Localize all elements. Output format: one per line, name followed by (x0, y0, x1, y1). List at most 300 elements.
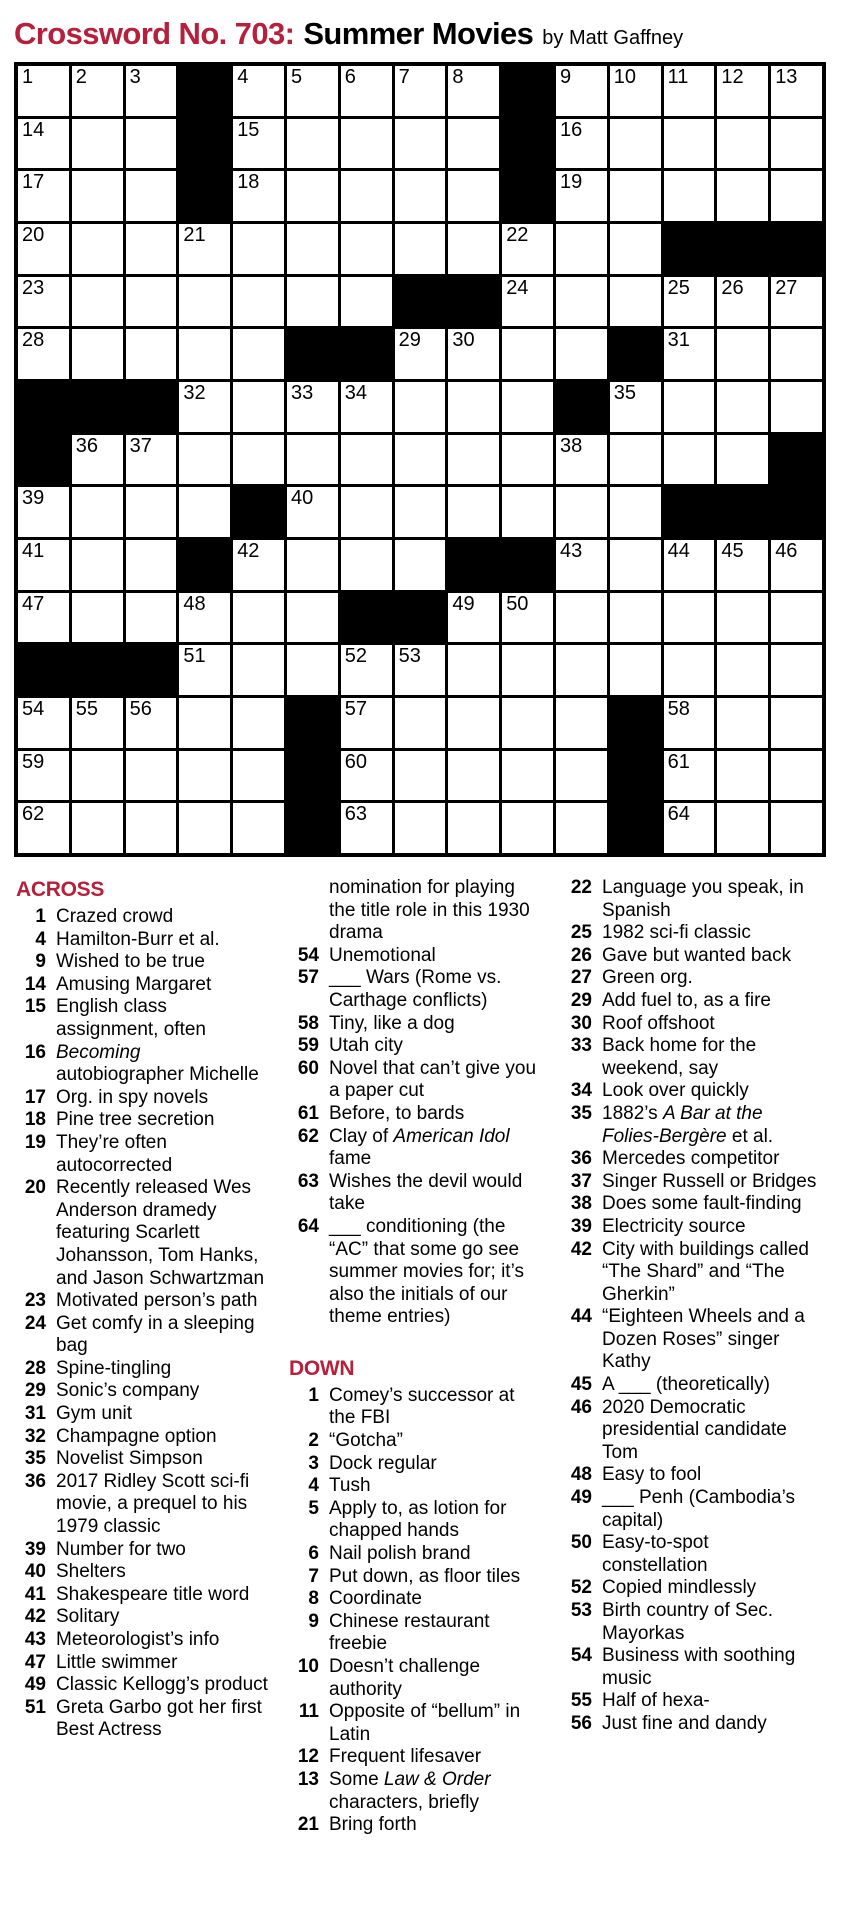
grid-cell[interactable] (448, 751, 499, 801)
clue-text: Wishes the devil would take (329, 1170, 523, 1215)
grid-cell[interactable] (395, 171, 446, 221)
clue-item (14, 1629, 273, 1652)
grid-cell[interactable] (126, 277, 177, 327)
grid-cell[interactable] (448, 645, 499, 695)
grid-cell[interactable] (448, 698, 499, 748)
grid-cell[interactable] (448, 119, 499, 169)
grid-cell[interactable] (72, 66, 123, 116)
clue-number: 30 (570, 1012, 592, 1034)
clue-number: 46 (570, 1396, 592, 1418)
grid-cell[interactable] (717, 435, 768, 485)
grid-cell[interactable] (18, 803, 69, 853)
grid-cell[interactable] (556, 803, 607, 853)
clue-text: Add fuel to, as a fire (602, 989, 771, 1011)
grid-cell[interactable] (395, 382, 446, 432)
grid-cell[interactable] (717, 645, 768, 695)
grid-cell[interactable] (556, 435, 607, 485)
grid-cell[interactable] (556, 593, 607, 643)
grid-cell[interactable] (610, 593, 661, 643)
grid-cell-black (610, 803, 661, 853)
grid-cell[interactable] (341, 645, 392, 695)
clue-text: Recently released Wes Anderson dramedy featuring Scarlett Johansson, Tom Hanks, and Jason Schwartzman (56, 1177, 265, 1289)
grid-cell[interactable] (287, 593, 338, 643)
clue-item (560, 922, 819, 945)
clue-number: 29 (24, 1380, 46, 1402)
clue-text: Bring forth (329, 1814, 417, 1836)
grid-cell[interactable] (341, 435, 392, 485)
cell-number: 40 (290, 487, 314, 510)
grid-cell[interactable] (664, 593, 715, 643)
clue-item (560, 1713, 819, 1736)
grid-cell[interactable] (771, 171, 822, 221)
clue-number: 38 (570, 1193, 592, 1215)
grid-cell[interactable] (18, 698, 69, 748)
grid-cell[interactable] (126, 171, 177, 221)
clue-text: Opposite of “bellum” in Latin (329, 1701, 521, 1745)
cell-number: 43 (559, 540, 583, 562)
grid-cell[interactable] (72, 224, 123, 274)
grid-cell[interactable] (233, 803, 284, 853)
grid-cell[interactable] (395, 698, 446, 748)
grid-cell[interactable] (664, 540, 715, 590)
clue-number (287, 877, 319, 945)
grid-cell[interactable] (556, 329, 607, 379)
grid-cell[interactable] (18, 224, 69, 274)
grid-cell[interactable] (717, 803, 768, 853)
grid-cell[interactable] (502, 751, 553, 801)
clue-text: Copied mindlessly (602, 1577, 757, 1599)
grid-cell[interactable] (341, 751, 392, 801)
grid-cell[interactable] (664, 119, 715, 169)
clue-number: 35 (24, 1448, 46, 1470)
grid-cell[interactable] (341, 277, 392, 327)
grid-cell[interactable] (664, 803, 715, 853)
grid-cell[interactable] (610, 435, 661, 485)
grid-cell[interactable] (664, 382, 715, 432)
cell-number: 18 (237, 171, 260, 194)
clue-number: 4 (308, 1475, 319, 1497)
clue-item (560, 1464, 819, 1487)
clue-item (287, 1453, 546, 1476)
clue-item (14, 1674, 273, 1697)
grid-cell[interactable] (341, 66, 392, 116)
cell-number: 59 (22, 750, 45, 773)
grid-cell[interactable] (72, 435, 123, 485)
grid-cell[interactable] (502, 329, 553, 379)
grid-cell-black (771, 435, 822, 485)
cell-number: 62 (22, 803, 45, 826)
clue-item (560, 1306, 819, 1374)
clue-text: 1882’s A Bar at the Folies-Bergère et al. (602, 1102, 774, 1147)
grid-cell[interactable] (448, 224, 499, 274)
clue-text: Pine tree secretion (56, 1109, 215, 1131)
clue-text: Novelist Simpson (56, 1448, 203, 1470)
grid-cell[interactable] (18, 119, 69, 169)
grid-cell[interactable] (18, 277, 69, 327)
clue-item (287, 1498, 546, 1543)
clue-text: Org. in spy novels (56, 1086, 209, 1108)
grid-cell[interactable] (771, 751, 822, 801)
cell-number: 30 (452, 329, 475, 352)
grid-cell[interactable] (717, 751, 768, 801)
clue-item (14, 996, 273, 1041)
clue-number: 14 (24, 973, 46, 995)
grid-cell[interactable] (448, 435, 499, 485)
clue-item (287, 1171, 546, 1216)
cell-number: 46 (775, 540, 798, 562)
grid-cell[interactable] (341, 698, 392, 748)
grid-cell[interactable] (771, 593, 822, 643)
grid-cell[interactable] (233, 66, 284, 116)
grid-cell[interactable] (664, 751, 715, 801)
grid-cell[interactable] (395, 435, 446, 485)
cell-number: 22 (506, 224, 529, 246)
clue-text: Hamilton-Burr et al. (56, 928, 220, 950)
grid-cell[interactable] (287, 382, 338, 432)
grid-cell[interactable] (556, 224, 607, 274)
grid-cell[interactable] (126, 487, 177, 537)
grid-cell[interactable] (126, 224, 177, 274)
grid-cell[interactable] (72, 593, 123, 643)
grid-cell[interactable] (664, 698, 715, 748)
grid-cell[interactable] (126, 593, 177, 643)
grid-cell[interactable] (610, 382, 661, 432)
grid-cell[interactable] (717, 119, 768, 169)
grid-cell[interactable] (287, 645, 338, 695)
grid-cell[interactable] (610, 540, 661, 590)
grid-cell[interactable] (448, 329, 499, 379)
clue-item (14, 1606, 273, 1629)
grid-cell[interactable] (126, 329, 177, 379)
grid-cell[interactable] (395, 66, 446, 116)
grid-cell[interactable] (287, 277, 338, 327)
grid-cell[interactable] (126, 66, 177, 116)
cell-number: 21 (183, 224, 206, 246)
grid-cell[interactable] (341, 119, 392, 169)
cell-number: 9 (559, 66, 572, 88)
grid-cell-black (664, 487, 715, 537)
grid-cell[interactable] (126, 751, 177, 801)
grid-cell[interactable] (771, 66, 822, 116)
clue-item (560, 1374, 819, 1397)
clue-item (560, 1239, 819, 1307)
grid-cell[interactable] (287, 66, 338, 116)
grid-cell[interactable] (287, 435, 338, 485)
grid-cell[interactable] (72, 277, 123, 327)
grid-cell[interactable] (610, 277, 661, 327)
grid-cell[interactable] (395, 224, 446, 274)
grid-cell[interactable] (556, 698, 607, 748)
grid-cell[interactable] (341, 171, 392, 221)
clue-number: 56 (570, 1712, 592, 1734)
grid-cell[interactable] (556, 66, 607, 116)
grid-cell[interactable] (18, 329, 69, 379)
grid-cell-black (18, 435, 69, 485)
clue-item (560, 1216, 819, 1239)
cell-number: 44 (667, 540, 690, 562)
clue-number: 49 (570, 1487, 592, 1509)
grid-cell[interactable] (556, 171, 607, 221)
clue-text: Electricity source (602, 1215, 746, 1237)
clues-column-3 (560, 877, 819, 1837)
clue-text: Dock regular (329, 1452, 437, 1474)
grid-cell[interactable] (717, 66, 768, 116)
grid-cell[interactable] (287, 119, 338, 169)
grid-cell[interactable] (72, 803, 123, 853)
grid-cell[interactable] (126, 803, 177, 853)
clue-number: 59 (297, 1035, 319, 1057)
clue-item (287, 945, 546, 968)
clue-text: “Eighteen Wheels and a Dozen Roses” singer Kathy (602, 1306, 805, 1373)
clue-number: 13 (297, 1768, 319, 1790)
grid-cell[interactable] (233, 435, 284, 485)
grid-cell[interactable] (233, 751, 284, 801)
grid-cell[interactable] (395, 645, 446, 695)
grid-cell[interactable] (341, 487, 392, 537)
grid-cell[interactable] (287, 171, 338, 221)
grid-cell[interactable] (771, 803, 822, 853)
grid-cell[interactable] (72, 487, 123, 537)
grid-cell[interactable] (287, 224, 338, 274)
grid-cell[interactable] (771, 277, 822, 327)
grid-cell[interactable] (502, 645, 553, 695)
clue-item (287, 1814, 546, 1837)
grid-cell[interactable] (179, 751, 230, 801)
clue-item (287, 1475, 546, 1498)
clue-item (287, 1430, 546, 1453)
grid-cell[interactable] (556, 751, 607, 801)
clue-item (560, 1013, 819, 1036)
grid-cell[interactable] (717, 171, 768, 221)
clue-number: 22 (570, 877, 592, 898)
grid-cell[interactable] (610, 487, 661, 537)
grid-cell[interactable] (341, 224, 392, 274)
grid-cell[interactable] (341, 382, 392, 432)
grid-cell[interactable] (664, 329, 715, 379)
grid-cell[interactable] (771, 645, 822, 695)
grid-cell[interactable] (18, 593, 69, 643)
grid-cell[interactable] (233, 593, 284, 643)
clue-number: 35 (570, 1102, 592, 1124)
grid-cell[interactable] (771, 698, 822, 748)
grid-cell[interactable] (72, 119, 123, 169)
cell-number: 49 (452, 592, 475, 615)
grid-cell-black (610, 329, 661, 379)
cell-number: 26 (721, 276, 744, 299)
clue-number: 42 (570, 1238, 592, 1260)
grid-cell[interactable] (556, 487, 607, 537)
grid-cell[interactable] (233, 171, 284, 221)
grid-cell-black (771, 487, 822, 537)
grid-cell[interactable] (771, 540, 822, 590)
clue-text: Put down, as floor tiles (329, 1565, 521, 1587)
grid-cell[interactable] (18, 751, 69, 801)
clue-number: 33 (570, 1035, 592, 1057)
cell-number: 57 (344, 698, 368, 720)
grid-cell-black (18, 382, 69, 432)
grid-cell[interactable] (233, 540, 284, 590)
grid-cell[interactable] (126, 435, 177, 485)
grid-cell[interactable] (502, 593, 553, 643)
clue-number: 8 (308, 1588, 319, 1610)
cell-number: 20 (22, 224, 45, 246)
grid-cell[interactable] (610, 645, 661, 695)
clue-text: Just fine and dandy (602, 1712, 767, 1734)
clue-number: 17 (24, 1086, 46, 1108)
clue-number: 2 (308, 1430, 319, 1452)
grid-cell[interactable] (448, 382, 499, 432)
clue-item (560, 1532, 819, 1577)
clue-item (14, 1132, 273, 1177)
grid-cell[interactable] (72, 698, 123, 748)
grid-cell[interactable] (610, 66, 661, 116)
grid-cell[interactable] (233, 329, 284, 379)
grid-cell[interactable] (502, 487, 553, 537)
grid-cell[interactable] (18, 540, 69, 590)
grid-cell[interactable] (341, 803, 392, 853)
grid-cell[interactable] (72, 171, 123, 221)
grid-cell[interactable] (556, 277, 607, 327)
grid-cell[interactable] (556, 540, 607, 590)
grid-cell[interactable] (233, 277, 284, 327)
grid-cell[interactable] (395, 803, 446, 853)
grid-cell[interactable] (179, 277, 230, 327)
clue-text: Shakespeare title word (56, 1583, 250, 1605)
clue-item (560, 1080, 819, 1103)
clue-number: 9 (308, 1610, 319, 1632)
grid-cell[interactable] (233, 382, 284, 432)
grid-cell[interactable] (179, 224, 230, 274)
clue-item (560, 1487, 819, 1532)
grid-cell[interactable] (233, 698, 284, 748)
grid-cell[interactable] (448, 593, 499, 643)
grid-cell[interactable] (664, 66, 715, 116)
grid-cell[interactable] (72, 540, 123, 590)
grid-cell[interactable] (126, 540, 177, 590)
grid-cell[interactable] (664, 171, 715, 221)
grid-cell[interactable] (179, 435, 230, 485)
grid-cell-black (502, 119, 553, 169)
grid-cell[interactable] (771, 329, 822, 379)
grid-cell[interactable] (179, 487, 230, 537)
grid-cell[interactable] (556, 119, 607, 169)
grid-cell[interactable] (664, 277, 715, 327)
crossword-grid (14, 62, 826, 857)
grid-cell[interactable] (717, 593, 768, 643)
grid-cell[interactable] (771, 382, 822, 432)
grid-cell[interactable] (448, 803, 499, 853)
grid-cell[interactable] (448, 171, 499, 221)
clue-text: Apply to, as lotion for chapped hands (329, 1497, 507, 1542)
grid-cell[interactable] (502, 435, 553, 485)
page-title (14, 16, 831, 52)
grid-cell[interactable] (717, 540, 768, 590)
grid-cell[interactable] (18, 487, 69, 537)
grid-cell[interactable] (233, 119, 284, 169)
grid-cell[interactable] (502, 698, 553, 748)
grid-cell[interactable] (179, 593, 230, 643)
cell-number: 7 (398, 66, 410, 88)
grid-cell[interactable] (72, 751, 123, 801)
grid-cell[interactable] (179, 803, 230, 853)
grid-cell[interactable] (717, 698, 768, 748)
grid-cell[interactable] (18, 171, 69, 221)
grid-cell[interactable] (126, 119, 177, 169)
grid-cell[interactable] (179, 698, 230, 748)
clue-number: 60 (297, 1057, 319, 1079)
grid-cell[interactable] (448, 487, 499, 537)
grid-cell[interactable] (233, 224, 284, 274)
grid-cell[interactable] (395, 487, 446, 537)
grid-cell[interactable] (664, 435, 715, 485)
clue-number: 55 (570, 1690, 592, 1712)
grid-cell[interactable] (395, 540, 446, 590)
grid-cell[interactable] (717, 277, 768, 327)
clue-item (14, 1290, 273, 1313)
grid-cell[interactable] (395, 119, 446, 169)
clue-number: 16 (24, 1041, 46, 1063)
grid-cell[interactable] (610, 119, 661, 169)
clue-number: 12 (297, 1746, 319, 1768)
grid-cell[interactable] (556, 645, 607, 695)
grid-cell[interactable] (448, 66, 499, 116)
grid-cell[interactable] (179, 645, 230, 695)
grid-cell-black (556, 382, 607, 432)
clue-number: 36 (24, 1470, 46, 1492)
grid-cell[interactable] (287, 487, 338, 537)
grid-cell[interactable] (717, 329, 768, 379)
grid-cell-black (287, 803, 338, 853)
grid-cell[interactable] (18, 66, 69, 116)
grid-cell[interactable] (72, 329, 123, 379)
grid-cell[interactable] (664, 645, 715, 695)
cell-number: 2 (75, 66, 87, 88)
grid-cell[interactable] (610, 224, 661, 274)
grid-cell[interactable] (502, 803, 553, 853)
clue-text: Easy-to-spot constellation (602, 1532, 709, 1576)
grid-cell[interactable] (395, 329, 446, 379)
grid-cell[interactable] (502, 382, 553, 432)
clue-text: Look over quickly (602, 1080, 749, 1102)
grid-cell[interactable] (179, 329, 230, 379)
cell-number: 58 (667, 698, 690, 720)
cell-number: 38 (559, 434, 583, 457)
grid-cell-black (610, 698, 661, 748)
grid-cell[interactable] (287, 540, 338, 590)
grid-cell-black (395, 593, 446, 643)
clue-text: Nail polish brand (329, 1543, 471, 1565)
clue-number: 4 (35, 928, 46, 950)
grid-cell[interactable] (126, 698, 177, 748)
clue-number: 29 (570, 989, 592, 1011)
clue-number: 37 (570, 1170, 592, 1192)
grid-cell[interactable] (341, 540, 392, 590)
title-crossword-number: Crossword No. 703: (14, 16, 295, 51)
grid-cell[interactable] (717, 382, 768, 432)
grid-cell[interactable] (502, 277, 553, 327)
grid-cell[interactable] (179, 382, 230, 432)
clue-item (287, 877, 546, 945)
grid-cell[interactable] (395, 751, 446, 801)
grid-cell[interactable] (502, 224, 553, 274)
grid-cell[interactable] (610, 171, 661, 221)
clue-item (560, 1103, 819, 1148)
grid-cell[interactable] (771, 119, 822, 169)
clue-text: 2020 Democratic presidential candidate Tom (602, 1396, 787, 1463)
grid-cell[interactable] (233, 645, 284, 695)
clue-item (287, 1058, 546, 1103)
clue-item (287, 1588, 546, 1611)
